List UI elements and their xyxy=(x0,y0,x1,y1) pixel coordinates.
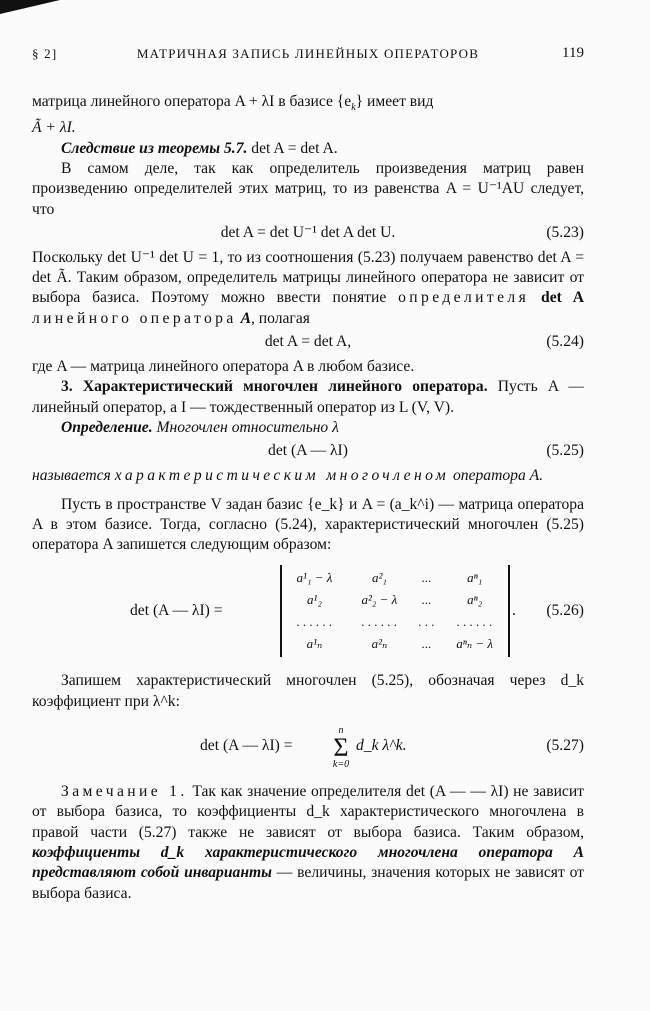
matrix-row: . . . . . . . . . . . . . . . . . . . . . xyxy=(296,614,493,630)
equation-5-27: det (A — λI) = n Σ k=0 d_k λ^k. (5.27) xyxy=(200,725,584,771)
matrix-row: a¹₁ − λ a²₁ ... aⁿ₁ xyxy=(296,570,483,586)
equation-number: (5.23) xyxy=(546,223,584,241)
equation-5-26: det (A — λI) = a¹₁ − λ a²₁ ... aⁿ₁ a¹₂ a²₂ − λ ... aⁿ₂ . . . . . . . . . . . . . . . . . . . . . a¹ₙ a²ₙ ... aⁿₙ − λ . (5.26) xyxy=(32,565,584,663)
equation-number: (5.26) xyxy=(546,602,584,620)
matrix-row: a¹ₙ a²ₙ ... aⁿₙ − λ xyxy=(306,636,494,652)
page-corner-mark xyxy=(0,0,60,14)
running-title: МАТРИЧНАЯ ЗАПИСЬ ЛИНЕЙНЫХ ОПЕРАТОРОВ xyxy=(136,46,480,61)
definition-label: Определение. xyxy=(61,418,153,436)
page-body xyxy=(32,92,584,904)
definition: Определение. Многочлен относительно λ xyxy=(61,418,339,436)
summation-sign: n Σ k=0 xyxy=(332,725,350,771)
subsection-heading: 3. Характеристический многочлен линейного оператора. xyxy=(61,378,488,396)
running-header xyxy=(32,46,584,68)
paragraph-determinant-invariance: Поскольку det U⁻¹ det U = 1, то из соотношения (5.23) получаем равенство det A = det Ã. Таким образом, определитель матрицы линейного оператора не зависит от выбора базиса. Поэтому можно ввести понятие определителя det A линейного оператора A, полагая xyxy=(32,248,585,327)
corollary: Следствие из теоремы 5.7. det A = det A. xyxy=(61,139,338,157)
subsection-3: 3. Характеристический многочлен линейного оператора. Пусть A — линейный оператор, а I — тождественный оператор из L (V, V). xyxy=(32,378,584,416)
equation-number: (5.25) xyxy=(546,442,584,460)
corollary-label: Следствие из теоремы 5.7. xyxy=(61,139,248,157)
paragraph-coefficients: Запишем характеристический многочлен (5.25), обозначая через d_k коэффициент при λ^k: xyxy=(32,672,584,710)
equation-number: (5.27) xyxy=(546,737,584,755)
equation-5-23: det A = det U⁻¹ det A det U. (5.23) xyxy=(32,223,584,245)
paragraph-proof: В самом деле, так как определитель произведения матриц равен произведению определителей этих матриц, то из равенства A = U⁻¹AU следует, что xyxy=(32,160,584,218)
equation-5-24: det A = det A, (5.24) xyxy=(32,332,584,354)
paragraph-any-basis: где A — матрица линейного оператора A в любом базисе. xyxy=(32,358,415,376)
remark-label: Замечание 1. xyxy=(61,783,188,801)
paragraph-basis-matrix: Пусть в пространстве V задан базис {e_k} и A = (a_k^i) — матрица оператора A в этом базисе. Тогда, согласно (5.24), характеристический многочлен (5.25) оператора A запишется следующим образом: xyxy=(32,495,584,554)
remark-1: Замечание 1. Так как значение определителя det (A — — λI) не зависит от выбора базиса, то коэффициенты d_k характеристического многочлена в правой части (5.27) также не зависят от выбора базиса. Таким образом, коэффициенты d_k характеристического многочлена оператора A представляют собой инварианты — величины, значения которых не зависят от выбора базиса. xyxy=(32,783,584,902)
equation-number: (5.24) xyxy=(546,333,584,351)
equation-5-25: det (A — λI) (5.25) xyxy=(32,441,584,463)
page-number: 119 xyxy=(562,45,584,61)
definition-continuation: называется характеристическим многочленом оператора A. xyxy=(32,467,544,485)
paragraph-opening: матрица линейного оператора A + λI в базисе $\{e_k\}$ имеет вид Ã + λI. xyxy=(32,93,434,137)
determinant-matrix xyxy=(280,565,510,657)
section-number: § 2] xyxy=(32,46,58,61)
matrix-row: a¹₂ a²₂ − λ ... aⁿ₂ xyxy=(307,592,483,608)
